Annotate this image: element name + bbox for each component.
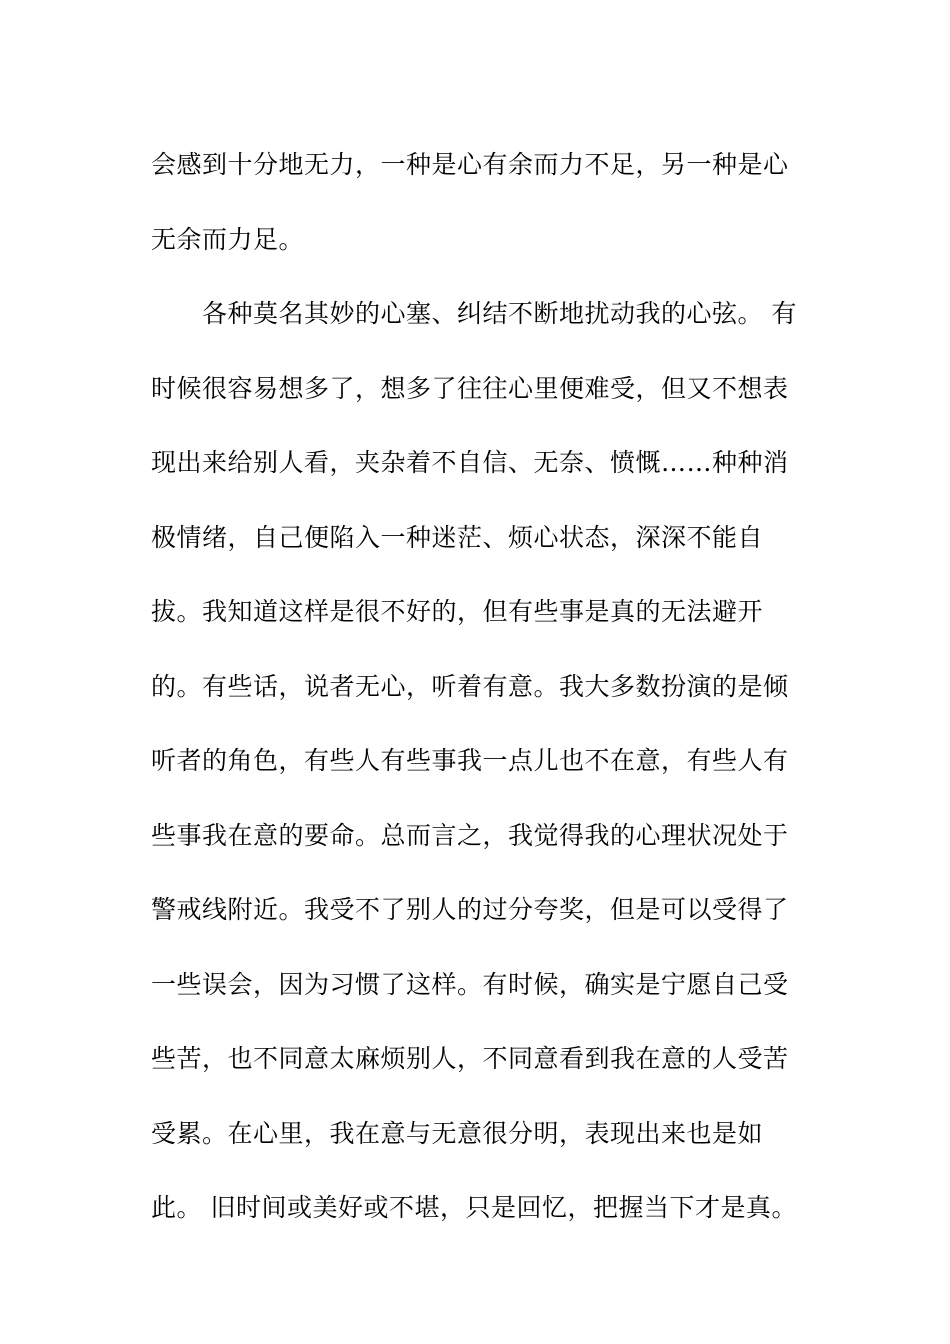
- text-line-10: 些事我在意的要命。总而言之，我觉得我的心理状况处于: [151, 820, 789, 850]
- text-line-2: 无余而力足。: [151, 224, 305, 254]
- text-line-3-paragraph-start: 各种莫名其妙的心塞、纠结不断地扰动我的心弦。 有: [202, 299, 797, 328]
- text-line-15: 此。 旧时间或美好或不堪，只是回忆，把握当下才是真。: [151, 1193, 797, 1222]
- text-line-13: 些苦，也不同意太麻烦别人，不同意看到我在意的人受苦: [151, 1044, 789, 1073]
- text-line-7: 拔。我知道这样是很不好的，但有些事是真的无法避开: [151, 597, 764, 626]
- text-line-12: 一些误会，因为习惯了这样。有时候，确实是宁愿自己受: [151, 969, 789, 999]
- text-line-8: 的。有些话，说者无心，听着有意。我大多数扮演的是倾: [151, 671, 789, 701]
- text-line-1: 会感到十分地无力，一种是心有余而力不足，另一种是心: [151, 150, 789, 179]
- text-line-4: 时候很容易想多了，想多了往往心里便难受，但又不想表: [151, 373, 789, 403]
- body-text: [151, 128, 811, 1246]
- text-line-14: 受累。在心里，我在意与无意很分明，表现出来也是如: [151, 1118, 764, 1148]
- text-line-9: 听者的角色，有些人有些事我一点儿也不在意，有些人有: [151, 746, 789, 775]
- text-line-5: 现出来给别人看，夹杂着不自信、无奈、愤慨……种种消: [151, 448, 789, 477]
- text-line-11: 警戒线附近。我受不了别人的过分夸奖，但是可以受得了: [151, 895, 789, 924]
- text-line-6: 极情绪，自己便陷入一种迷茫、烦心状态，深深不能自: [151, 522, 764, 552]
